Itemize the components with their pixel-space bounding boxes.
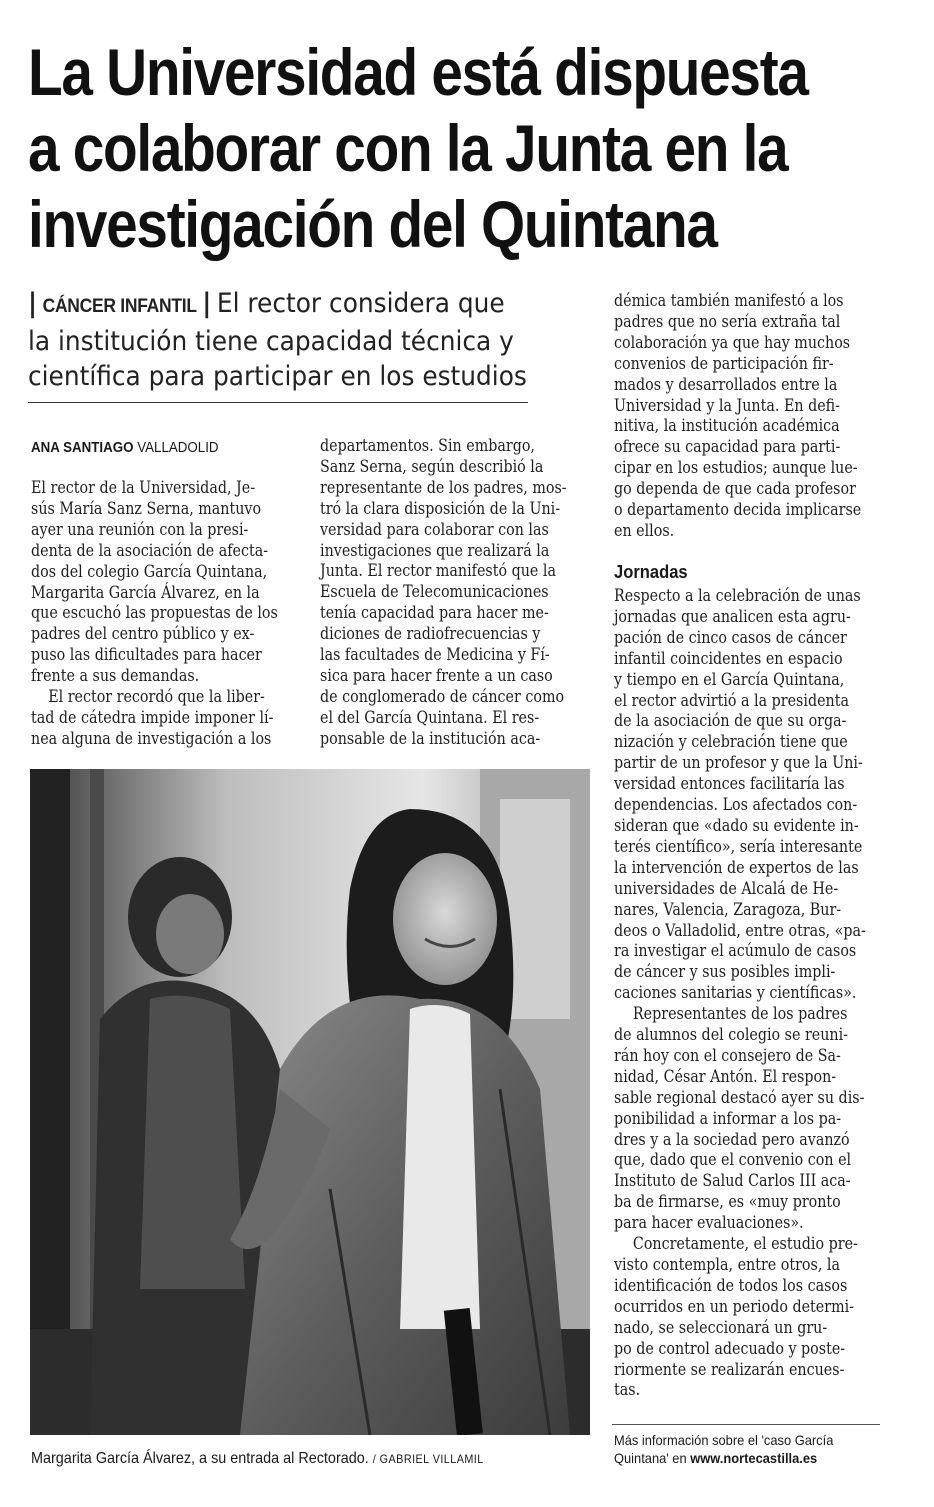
text-line: tenía capacidad para hacer me-: [320, 603, 549, 623]
text-line: Junta. El rector manifestó que la: [320, 561, 556, 581]
website-link[interactable]: www.nortecastilla.es: [690, 1450, 818, 1466]
text-line: de conglomerado de cáncer como: [320, 686, 565, 706]
text-line: Representantes de los padres: [632, 1004, 848, 1024]
text-line: nares, Valencia, Zaragoza, Bur-: [614, 899, 842, 919]
text-line: representante de los padres, mos-: [320, 477, 567, 497]
text-line: Universidad y la Junta. En defi-: [614, 395, 841, 415]
text-line: Concretamente, el estudio pre-: [632, 1234, 858, 1254]
text-line: sable regional destacó ayer su dis-: [614, 1087, 865, 1107]
text-line: frente a sus demandas.: [31, 666, 200, 686]
news-photo: [30, 769, 590, 1435]
article-column-2: [320, 436, 567, 750]
text-line: de alumnos del colegio se reuni-: [614, 1025, 849, 1045]
byline: [31, 440, 219, 456]
text-line: dres y a la sociedad pero avanzó: [614, 1129, 850, 1149]
text-line: ba de firmarse, es «muy pronto: [614, 1192, 841, 1212]
article-column-3: [614, 291, 861, 542]
text-line: Instituto de Salud Carlos III aca-: [614, 1171, 851, 1191]
article-column-1: [31, 478, 278, 750]
subheadline-line-1: | CÁNCER INFANTIL | El rector considera que: [28, 288, 505, 319]
photo-illustration: [30, 769, 590, 1435]
text-line: jornadas que analicen esta agru-: [614, 606, 851, 626]
text-line: departamentos. Sin embargo,: [320, 436, 535, 455]
subheadline-divider: [28, 402, 528, 403]
headline-line-2: a colaborar con la Junta en la: [28, 111, 788, 185]
byline-place: VALLADOLID: [137, 440, 219, 456]
text-line: Margarita García Álvarez, en la: [31, 582, 260, 602]
text-line: tas.: [614, 1380, 641, 1400]
text-line: y tiempo en el García Quintana,: [614, 669, 845, 689]
text-line: identificación de todos los casos: [614, 1275, 848, 1295]
subheadline-text-1: El rector considera que: [216, 288, 505, 319]
text-line: las facultades de Medicina y Fí-: [320, 645, 550, 665]
text-line: nitiva, la institución académica: [614, 416, 840, 436]
caption-text: Margarita García Álvarez, a su entrada al Rectorado.: [31, 1450, 369, 1467]
text-line: caciones sanitarias y científicas».: [614, 983, 857, 1003]
text-line: la intervención de expertos de las: [614, 857, 859, 877]
text-line: que, dado que el convenio con el: [614, 1150, 852, 1170]
text-line: El rector recordó que la liber-: [48, 687, 265, 707]
text-line: nidad, César Antón. El respon-: [614, 1066, 837, 1086]
more-info-divider: [612, 1424, 880, 1425]
text-line: visto contempla, entre otros, la: [614, 1255, 840, 1274]
text-line: para hacer evaluaciones».: [614, 1213, 804, 1233]
text-line: rán hoy con el consejero de Sa-: [614, 1045, 841, 1065]
text-line: sideran que «dado su evidente in-: [614, 815, 859, 835]
text-line: pación de cinco casos de cáncer: [614, 627, 847, 647]
more-info-prefix: Quintana' en: [614, 1450, 691, 1466]
article-column-4: [614, 586, 866, 1401]
subheadline: [28, 286, 543, 394]
photo-caption: [31, 1450, 484, 1468]
text-line: sús María Sanz Serna, mantuvo: [31, 498, 262, 518]
more-info: [614, 1431, 833, 1467]
text-line: nado, se seleccionará un gru-: [614, 1317, 828, 1337]
headline-line-3: investigación del Quintana: [28, 187, 717, 261]
text-line: ayer una reunión con la presi-: [31, 519, 249, 539]
text-line: versidad entonces facilitaría las: [614, 774, 845, 794]
text-line: tró la clara disposición de la Uni-: [320, 498, 561, 518]
more-info-line-1: Más información sobre el 'caso García: [614, 1432, 834, 1448]
text-line: Respecto a la celebración de unas: [614, 586, 861, 605]
text-line: tad de cátedra impide imponer lí-: [31, 707, 274, 727]
text-line: dependencias. Los afectados con-: [614, 795, 858, 815]
text-line: o departamento decida implicarse: [614, 500, 862, 520]
subheadline-line-3: científica para participar en los estudios: [28, 361, 527, 392]
text-line: deos o Valladolid, entre otras, «pa-: [614, 920, 866, 940]
text-line: Escuela de Telecomunicaciones: [320, 582, 549, 602]
text-line: go dependa de que cada profesor: [614, 479, 856, 499]
text-line: riormente se realizarán encues-: [614, 1359, 845, 1379]
text-line: el rector advirtió a la presidenta: [614, 690, 849, 710]
byline-author: ANA SANTIAGO: [31, 440, 134, 456]
text-line: dos del colegio García Quintana,: [31, 561, 268, 581]
text-line: investigaciones que realizará la: [320, 540, 550, 560]
text-line: ocurridos en un periodo determi-: [614, 1296, 854, 1316]
text-line: partir de un profesor y que la Uni-: [614, 753, 863, 773]
text-line: puso las dificultades para hacer: [31, 645, 262, 665]
text-line: denta de la asociación de afecta-: [31, 540, 269, 560]
text-line: el del García Quintana. El res-: [320, 707, 540, 727]
text-line: padres que no sería extraña tal: [614, 311, 841, 331]
text-line: de la asociación de que su orga-: [614, 711, 847, 731]
text-line: El rector de la Universidad, Je-: [31, 478, 256, 497]
subheadline-line-2: la institución tiene capacidad técnica y: [28, 326, 514, 357]
headline: [28, 34, 808, 262]
text-line: Sanz Serna, según describió la: [320, 456, 544, 476]
text-line: diciones de radiofrecuencias y: [320, 624, 541, 644]
headline-line-1: La Universidad está dispuesta: [28, 35, 808, 109]
text-line: terés científico», sería interesante: [614, 836, 863, 856]
text-line: en ellos.: [614, 520, 675, 540]
text-line: ofrece su capacidad para parti-: [614, 437, 841, 457]
text-line: de cáncer y sus posibles impli-: [614, 962, 836, 982]
section-subhead: Jornadas: [614, 562, 688, 582]
text-line: convenios de participación fir-: [614, 353, 834, 373]
text-line: colaboración ya que hay muchos: [614, 332, 851, 352]
more-info-line-2: [614, 1449, 833, 1467]
text-line: po de control adecuado y poste-: [614, 1338, 846, 1358]
text-line: universidades de Alcalá de He-: [614, 878, 839, 898]
section-tag: CÁNCER INFANTIL: [42, 296, 197, 317]
photo-credit: / GABRIEL VILLAMIL: [372, 1452, 484, 1466]
text-line: mados y desarrollados entre la: [614, 374, 838, 394]
text-line: cipar en los estudios; aunque lue-: [614, 458, 858, 478]
text-line: nea alguna de investigación a los: [31, 728, 272, 748]
text-line: démica también manifestó a los: [614, 291, 844, 310]
text-line: ponibilidad a informar a los pa-: [614, 1108, 842, 1128]
text-line: infantil coincidentes en espacio: [614, 648, 843, 668]
text-line: padres del centro público y ex-: [31, 624, 255, 644]
text-line: ra investigar el acúmulo de casos: [614, 941, 857, 961]
text-line: ponsable de la institución aca-: [320, 728, 541, 748]
text-line: nización y celebración tiene que: [614, 732, 848, 752]
text-line: que escuchó las propuestas de los: [31, 603, 278, 623]
text-line: versidad para colaborar con las: [320, 519, 549, 539]
text-line: sica para hacer frente a un caso: [320, 665, 553, 685]
